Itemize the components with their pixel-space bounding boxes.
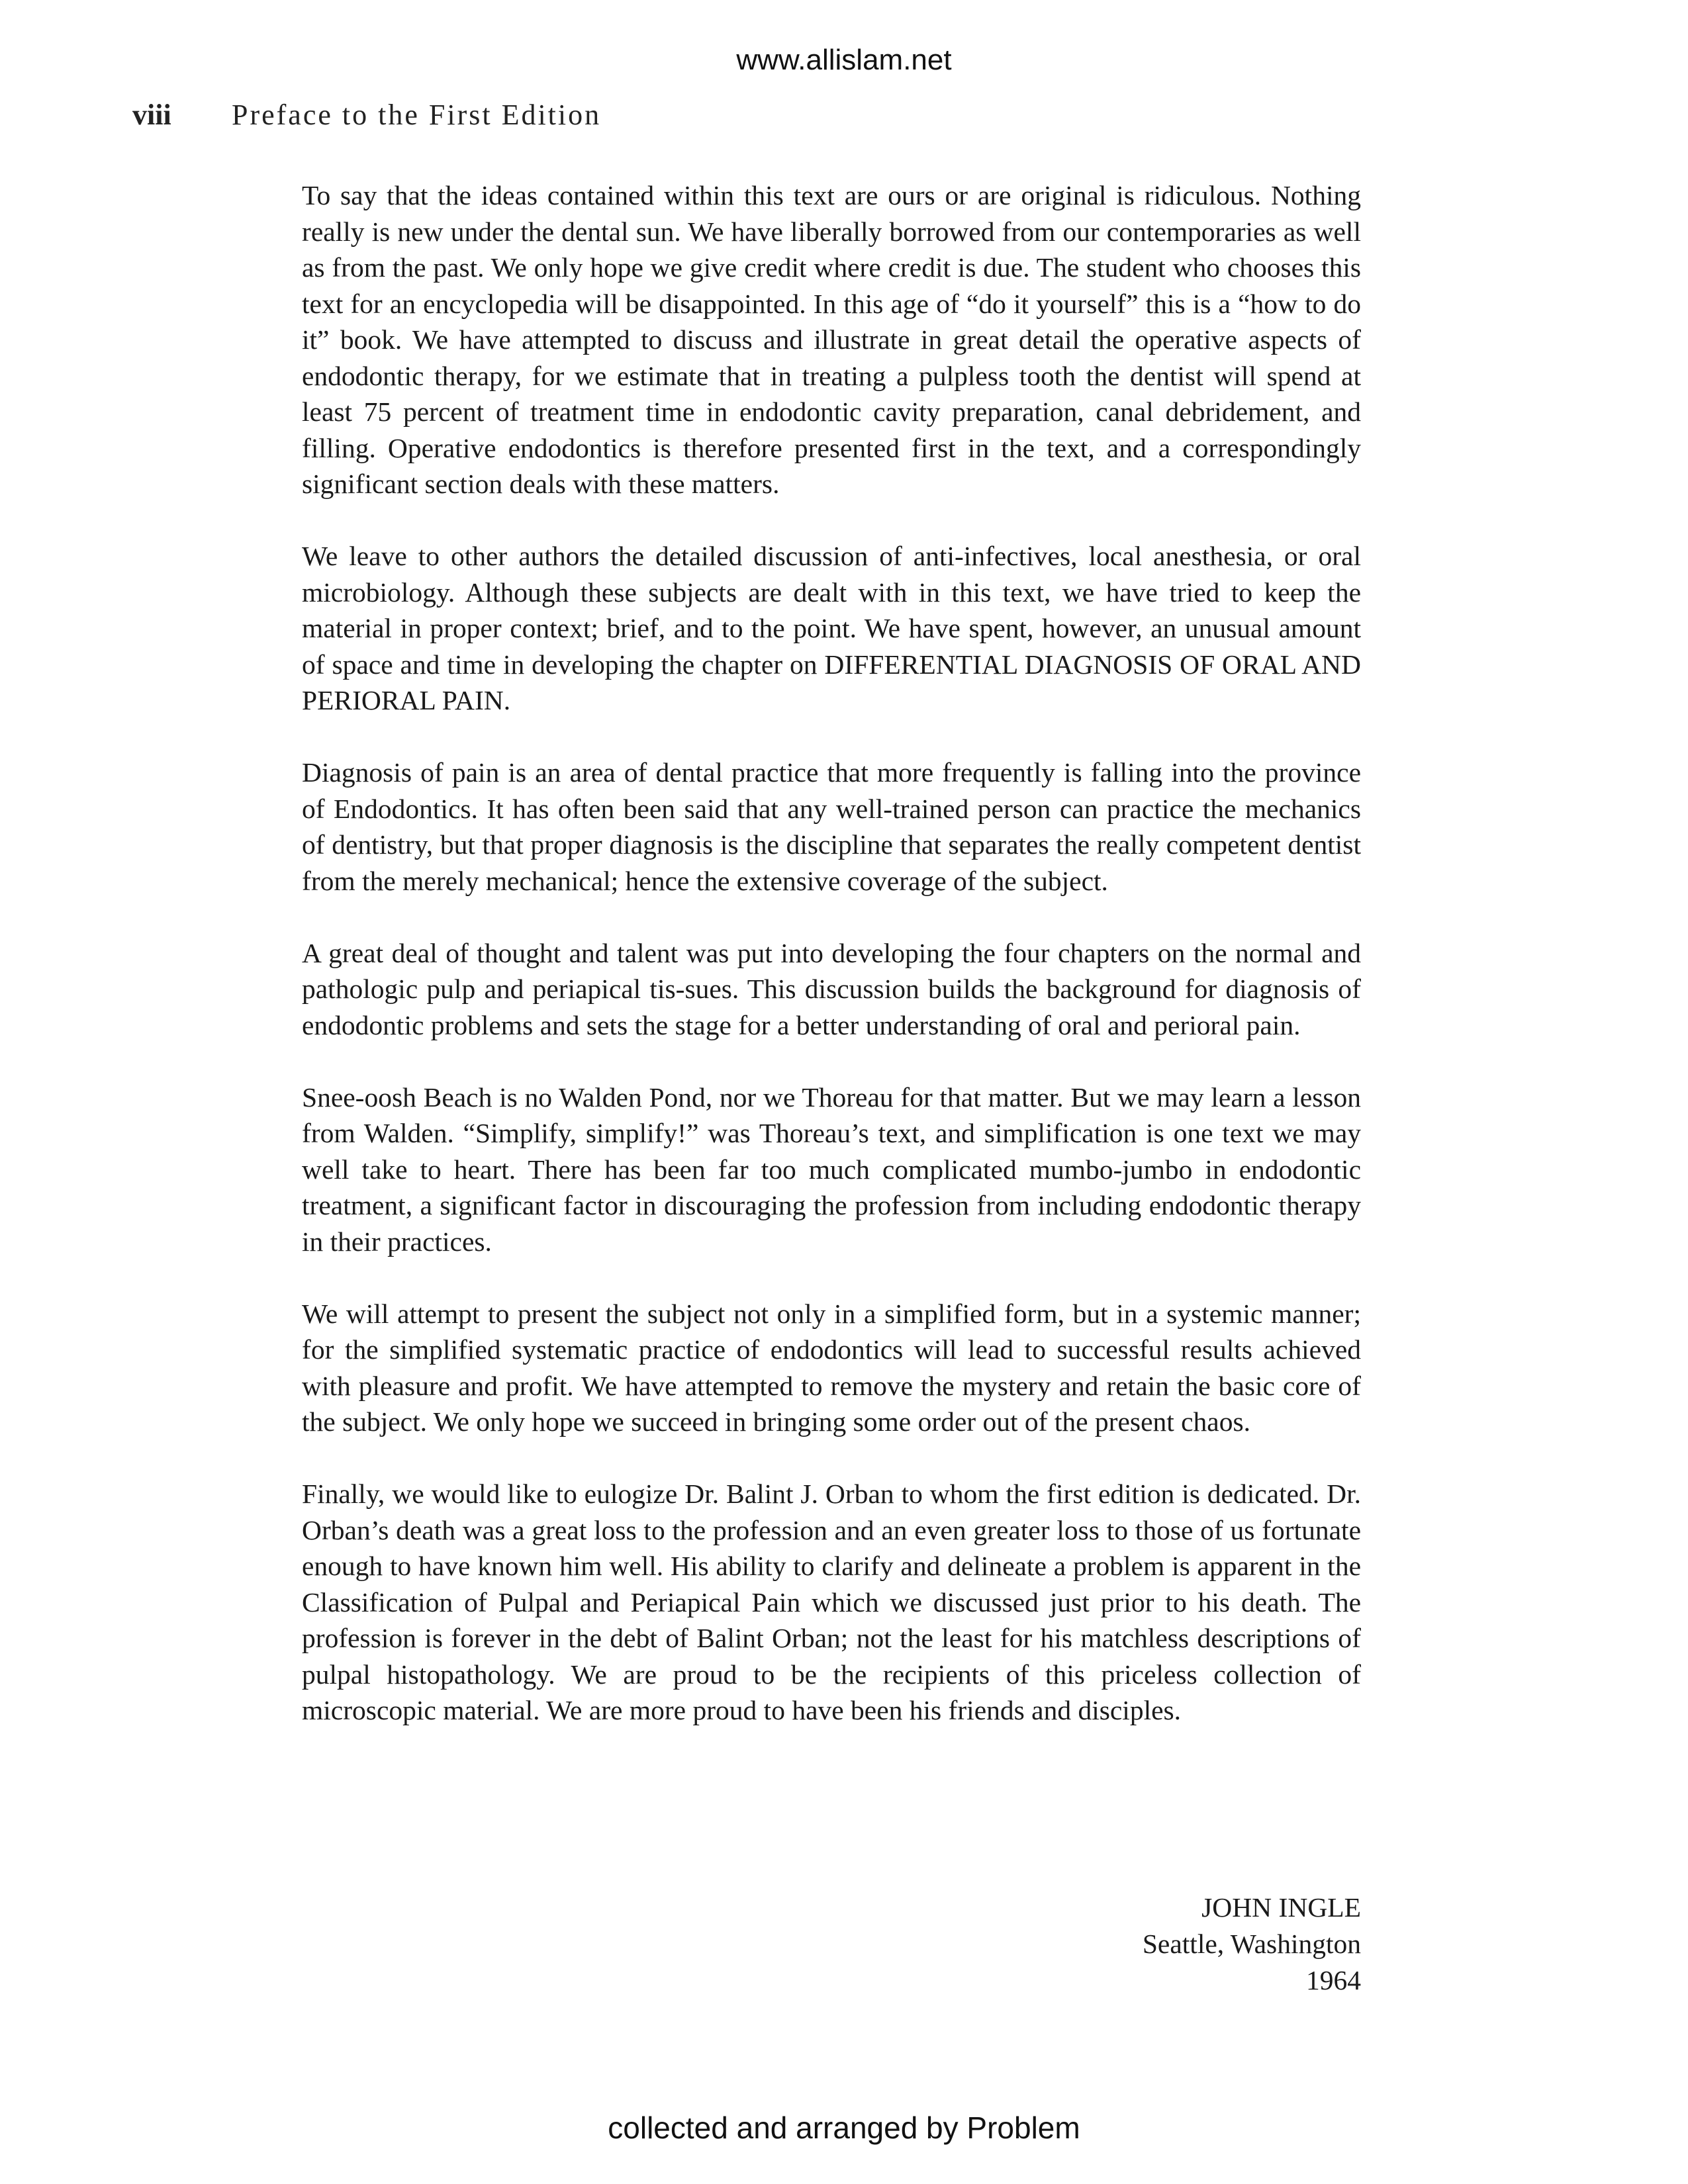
footer-credit: collected and arranged by Problem	[608, 2111, 1080, 2145]
running-title: Preface to the First Edition	[232, 99, 602, 131]
paragraph: A great deal of thought and talent was put into developing the four chapters on the normal and pathologic pulp and periapical tis-sues. This discussion builds the background for diagnosis of endodontic problems and sets the stage for a better understanding of oral and perioral pain.	[302, 937, 1361, 1040]
paragraph: Finally, we would like to eulogize Dr. Balint J. Orban to whom the first edition is dedicated. Dr. Orban’s death was a great loss to the profession and an even greater loss to those of us fortunate enough to have known him well. His ability to clarify and delineate a problem is apparent in the Classification of Pulpal and Periapical Pain which we discussed just prior to his death. The profession is forever in the debt of Balint Orban; not the least for his matchless descriptions of pulpal histopathology. We are proud to be the recipients of this priceless collection of microscopic material. We are more proud to have been his friends and disciples.	[302, 1479, 1361, 1725]
paragraph: We leave to other authors the detailed discussion of anti-infectives, local anesthesia, or oral microbiology. Although these subjects are dealt with in this text, we have tried to keep the material in proper context; brief, and to the point. We have spent, however, an unusual amount of space and time in developing the chapter on DIFFERENTIAL DIAGNOSIS OF ORAL AND PERIORAL PAIN.	[302, 541, 1361, 715]
signature-location: Seattle, Washington	[1142, 1929, 1361, 1959]
paragraph: We will attempt to present the subject not only in a simplified form, but in a systemic manner; for the simplified systematic practice of endodontics will lead to successful results achieved with pleasure and profit. We have attempted to remove the mystery and retain the basic core of the subject. We only hope we succeed in bringing some order out of the present chaos.	[302, 1298, 1361, 1437]
signature-name: JOHN INGLE	[1201, 1892, 1361, 1923]
running-head	[132, 98, 601, 132]
paragraph: To say that the ideas contained within this text are ours or are original is ridiculous. Nothing really is new under the dental sun. We have liberally borrowed from our contemporaries as well as from the past. We only hope we give credit where credit is due. The student who chooses this text for an encyclopedia will be disappointed. In this age of “do it yourself” this is a “how to do it” book. We have attempted to discuss and illustrate in great detail the operative aspects of endodontic therapy, for we estimate that in treating a pulpless tooth the dentist will spend at least 75 percent of treatment time in endodontic cavity preparation, canal debridement, and filling. Operative endodontics is therefore presented first in the text, and a correspondingly significant section deals with these matters.	[302, 180, 1361, 499]
paragraph: Diagnosis of pain is an area of dental practice that more frequently is falling into the province of Endodontics. It has often been said that any well-trained person can practice the mechanics of dentistry, but that proper diagnosis is the discipline that separates the really competent dentist from the merely mechanical; hence the extensive coverage of the subject.	[302, 757, 1361, 896]
page-number: viii	[132, 99, 171, 131]
paragraph: Snee-oosh Beach is no Walden Pond, nor we Thoreau for that matter. But we may learn a lesson from Walden. “Simplify, simplify!” was Thoreau’s text, and simplification is one text we may well take to heart. There has been far too much complicated mumbo-jumbo in endodontic treatment, a significant factor in discouraging the profession from including endodontic therapy in their practices.	[302, 1081, 1361, 1257]
site-url: www.allislam.net	[736, 44, 952, 76]
signature-block	[964, 1889, 1361, 1999]
preface-body	[302, 177, 1361, 1764]
signature-year: 1964	[1306, 1965, 1361, 1995]
